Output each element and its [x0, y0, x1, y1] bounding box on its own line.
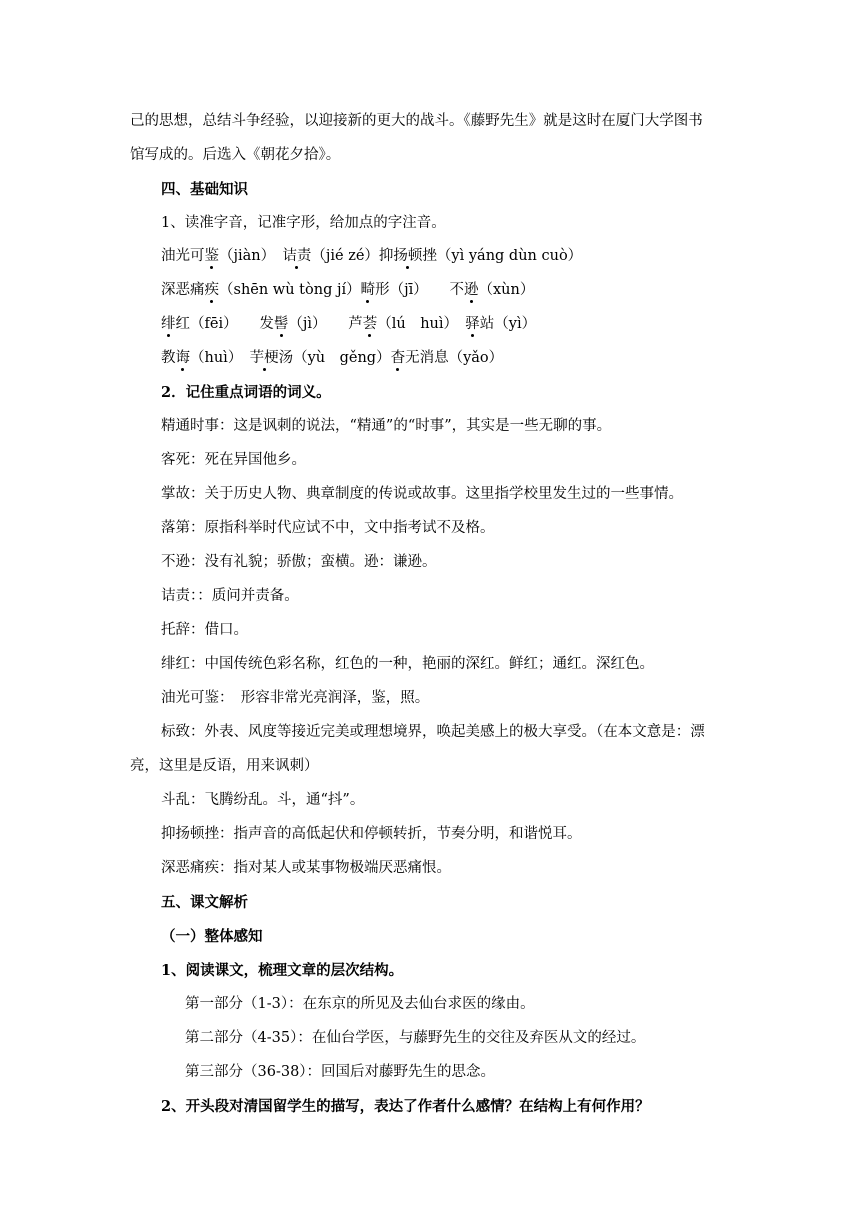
section-4-sub-1: 1、读准字音，记准字形，给加点的字注音。 — [161, 215, 446, 231]
definition-item: 托辞：借口。 — [161, 622, 248, 638]
definition-item: 客死：死在异国他乡。 — [161, 452, 306, 468]
structure-part: 第二部分（4-35）：在仙台学医，与藤野先生的交往及弃医从文的经过。 — [185, 1030, 646, 1046]
definition-item: 落第：原指科举时代应试不中，文中指考试不及格。 — [161, 520, 495, 536]
section-4-heading: 四、基础知识 — [161, 181, 248, 198]
dotted-char: 畸 — [360, 282, 376, 298]
definition-item: 油光可鉴： 形容非常光亮润泽，鉴，照。 — [161, 690, 430, 706]
pinyin-text: 红（fēi） 发 — [175, 316, 274, 332]
definition-item: 抑扬顿挫：指声音的高低起伏和停顿转折，节奏分明，和谐悦耳。 — [161, 826, 582, 842]
definition-item: 诘责：：质问并责备。 — [161, 588, 299, 604]
intro-line-2: 馆写成的。后选入《朝花夕拾》。 — [130, 147, 341, 163]
question-1: 1、阅读课文，梳理文章的层次结构。 — [161, 962, 404, 979]
dotted-char: 杳 — [390, 350, 406, 366]
pinyin-row-4 — [161, 350, 503, 367]
pinyin-text: 深恶痛 — [161, 282, 205, 298]
definition-item: 深恶痛疾：指对某人或某事物极端厌恶痛恨。 — [161, 860, 451, 876]
structure-part: 第一部分（1-3）：在东京的所见及去仙台求医的缘由。 — [185, 996, 535, 1012]
question-2: 2、开头段对清国留学生的描写，表达了作者什么感情？在结构上有何作用？ — [161, 1098, 650, 1115]
definition-item: 斗乱：飞腾纷乱。斗，通“抖”。 — [161, 792, 365, 808]
pinyin-row-1 — [161, 248, 582, 265]
definition-item: 标致：外表、风度等接近完美或理想境界，唤起美感上的极大享受。（在本文意是：漂 — [161, 724, 705, 740]
dotted-char: 驿 — [465, 316, 480, 332]
structure-part: 第三部分（36-38）：回国后对藤野先生的思念。 — [185, 1064, 496, 1080]
pinyin-text: （jiàn） — [219, 248, 283, 264]
pinyin-text: 油光可 — [161, 248, 205, 264]
section-5-heading: 五、课文解析 — [161, 894, 248, 911]
dotted-char: 芋梗 — [249, 350, 279, 366]
pinyin-row-2 — [161, 282, 534, 299]
dotted-char: 诲 — [175, 350, 190, 366]
dotted-char: 诘责 — [282, 248, 312, 264]
definition-item-continued: 亮，这里是反语，用来讽刺） — [130, 758, 319, 774]
pinyin-text: 无消息（yǎo） — [405, 350, 504, 366]
dotted-char: 鉴 — [204, 248, 219, 264]
definition-item: 绯红：中国传统色彩名称，红色的一种，艳丽的深红。鲜红；通红。深红色。 — [161, 656, 654, 672]
pinyin-row-3 — [161, 316, 536, 333]
dotted-char: 抑扬顿挫 — [378, 248, 437, 264]
section-4-sub-2: 2．记住重点词语的词义。 — [161, 384, 331, 401]
pinyin-text: 站（yì） — [479, 316, 537, 332]
pinyin-text: （xùn） — [478, 282, 535, 298]
pinyin-text: 形（jī） 不 — [375, 282, 464, 298]
pinyin-text: （jì） 芦 — [288, 316, 363, 332]
definition-item: 不逊：没有礼貌；骄傲；蛮横。逊：谦逊。 — [161, 554, 437, 570]
pinyin-text: （yì yáng dùn cuò） — [436, 248, 583, 264]
dotted-char: 荟 — [362, 316, 378, 332]
pinyin-text: 汤（yù gěng） — [278, 350, 391, 366]
pinyin-text: （shēn wù tòng jí） — [219, 282, 361, 298]
dotted-char: 逊 — [463, 282, 479, 298]
section-5-sub: （一）整体感知 — [161, 928, 263, 945]
definition-item: 精通时事：这是讽刺的说法，“精通”的“时事”，其实是一些无聊的事。 — [161, 418, 612, 434]
intro-line-1: 己的思想，总结斗争经验，以迎接新的更大的战斗。《藤野先生》就是这时在厦门大学图书 — [130, 113, 703, 129]
pinyin-text: （huì） — [190, 350, 250, 366]
dotted-char: 疾 — [204, 282, 219, 298]
definition-item: 掌故：关于历史人物、典章制度的传说或故事。这里指学校里发生过的一些事情。 — [161, 486, 683, 502]
dotted-char: 绯 — [161, 316, 176, 332]
pinyin-text: 教 — [161, 350, 176, 366]
pinyin-text: （lú huì） — [377, 316, 466, 332]
dotted-char: 髻 — [273, 316, 289, 332]
pinyin-text: （jié zé） — [311, 248, 379, 264]
